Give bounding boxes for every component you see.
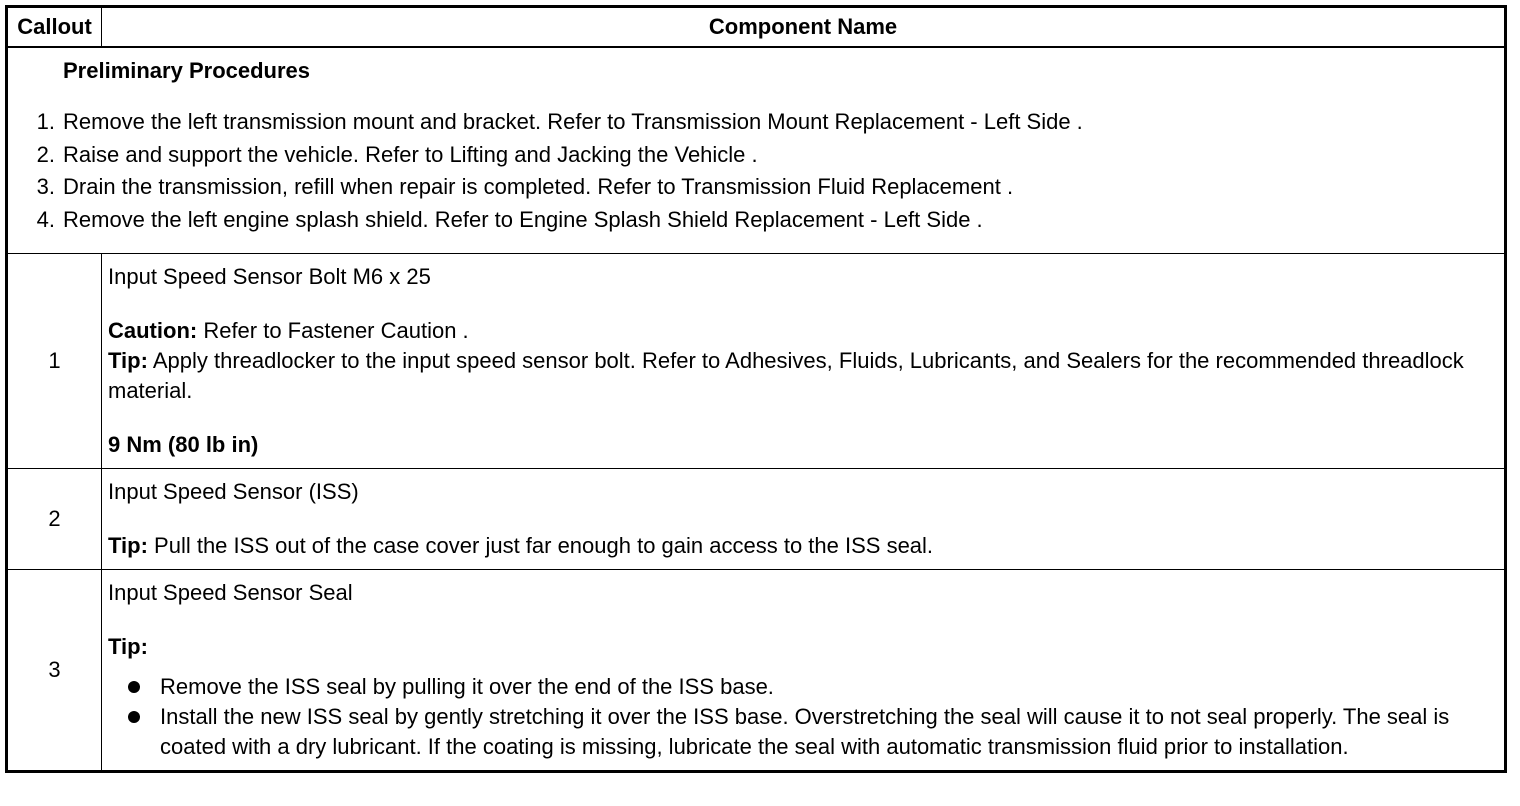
bullet-icon	[108, 672, 160, 702]
component-cell	[102, 570, 1506, 772]
preliminary-procedures-cell	[7, 47, 1506, 254]
callout-column-header: Callout	[7, 7, 102, 48]
tip-label: Tip:	[108, 533, 148, 558]
component-cell	[102, 254, 1506, 469]
step-number: 2.	[36, 141, 55, 167]
step-number: 1.	[36, 109, 55, 134]
component-name: Input Speed Sensor Bolt M6 x 25	[108, 264, 431, 289]
component-name: Input Speed Sensor (ISS)	[108, 479, 359, 504]
tip-note	[108, 346, 1498, 406]
bullet-text: Remove the ISS seal by pulling it over the end of the ISS base.	[160, 674, 774, 699]
bullet-icon	[108, 702, 160, 762]
preliminary-step	[8, 139, 1504, 172]
tip-text: Apply threadlocker to the input speed sensor bolt. Refer to Adhesives, Fluids, Lubricants, and Sealers for the recommended threadlock material.	[108, 348, 1464, 403]
caution-label: Caution:	[108, 318, 198, 343]
preliminary-step	[8, 106, 1504, 139]
table-row	[7, 469, 1506, 570]
preliminary-step	[8, 204, 1504, 237]
tip-text: Pull the ISS out of the case cover just far enough to gain access to the ISS seal.	[147, 533, 934, 558]
callout-number: 3	[7, 570, 102, 772]
caution-text: Refer to Fastener Caution .	[197, 318, 469, 343]
component-cell	[102, 469, 1506, 570]
torque-spec: 9 Nm (80 lb in)	[108, 432, 259, 457]
bullet-text: Install the new ISS seal by gently stretching it over the ISS base. Overstretching the seal will cause it to not seal properly. The seal is coated with a dry lubricant. If the coating is missing, lubricate the seal with automatic transmission fluid prior to installation.	[160, 704, 1450, 759]
callout-number: 2	[7, 469, 102, 570]
caution-note	[108, 316, 1498, 346]
preliminary-procedures-row	[7, 47, 1506, 254]
step-text: Drain the transmission, refill when repair is completed. Refer to Transmission Fluid Replacement .	[63, 174, 1014, 199]
step-number: 4.	[36, 206, 55, 232]
step-number: 3.	[36, 174, 55, 199]
step-text: Remove the left transmission mount and bracket. Refer to Transmission Mount Replacement - Left Side .	[63, 109, 1083, 134]
step-text: Remove the left engine splash shield. Refer to Engine Splash Shield Replacement - Left Side .	[63, 206, 983, 232]
tip-label: Tip:	[108, 634, 148, 659]
table-header-row	[7, 7, 1506, 48]
preliminary-steps-list	[8, 106, 1504, 236]
callout-number: 1	[7, 254, 102, 469]
tip-bullet-list	[108, 672, 1498, 762]
list-item	[108, 702, 1498, 762]
table-row	[7, 570, 1506, 772]
preliminary-step	[8, 171, 1504, 204]
component-name: Input Speed Sensor Seal	[108, 580, 353, 605]
preliminary-procedures-title: Preliminary Procedures	[63, 58, 311, 83]
tip-label: Tip:	[108, 348, 148, 373]
table-row	[7, 254, 1506, 469]
procedure-table	[5, 5, 1507, 773]
component-name-column-header: Component Name	[102, 7, 1506, 48]
step-text: Raise and support the vehicle. Refer to Lifting and Jacking the Vehicle .	[63, 141, 758, 167]
list-item	[108, 672, 1498, 702]
tip-note	[108, 531, 1498, 561]
